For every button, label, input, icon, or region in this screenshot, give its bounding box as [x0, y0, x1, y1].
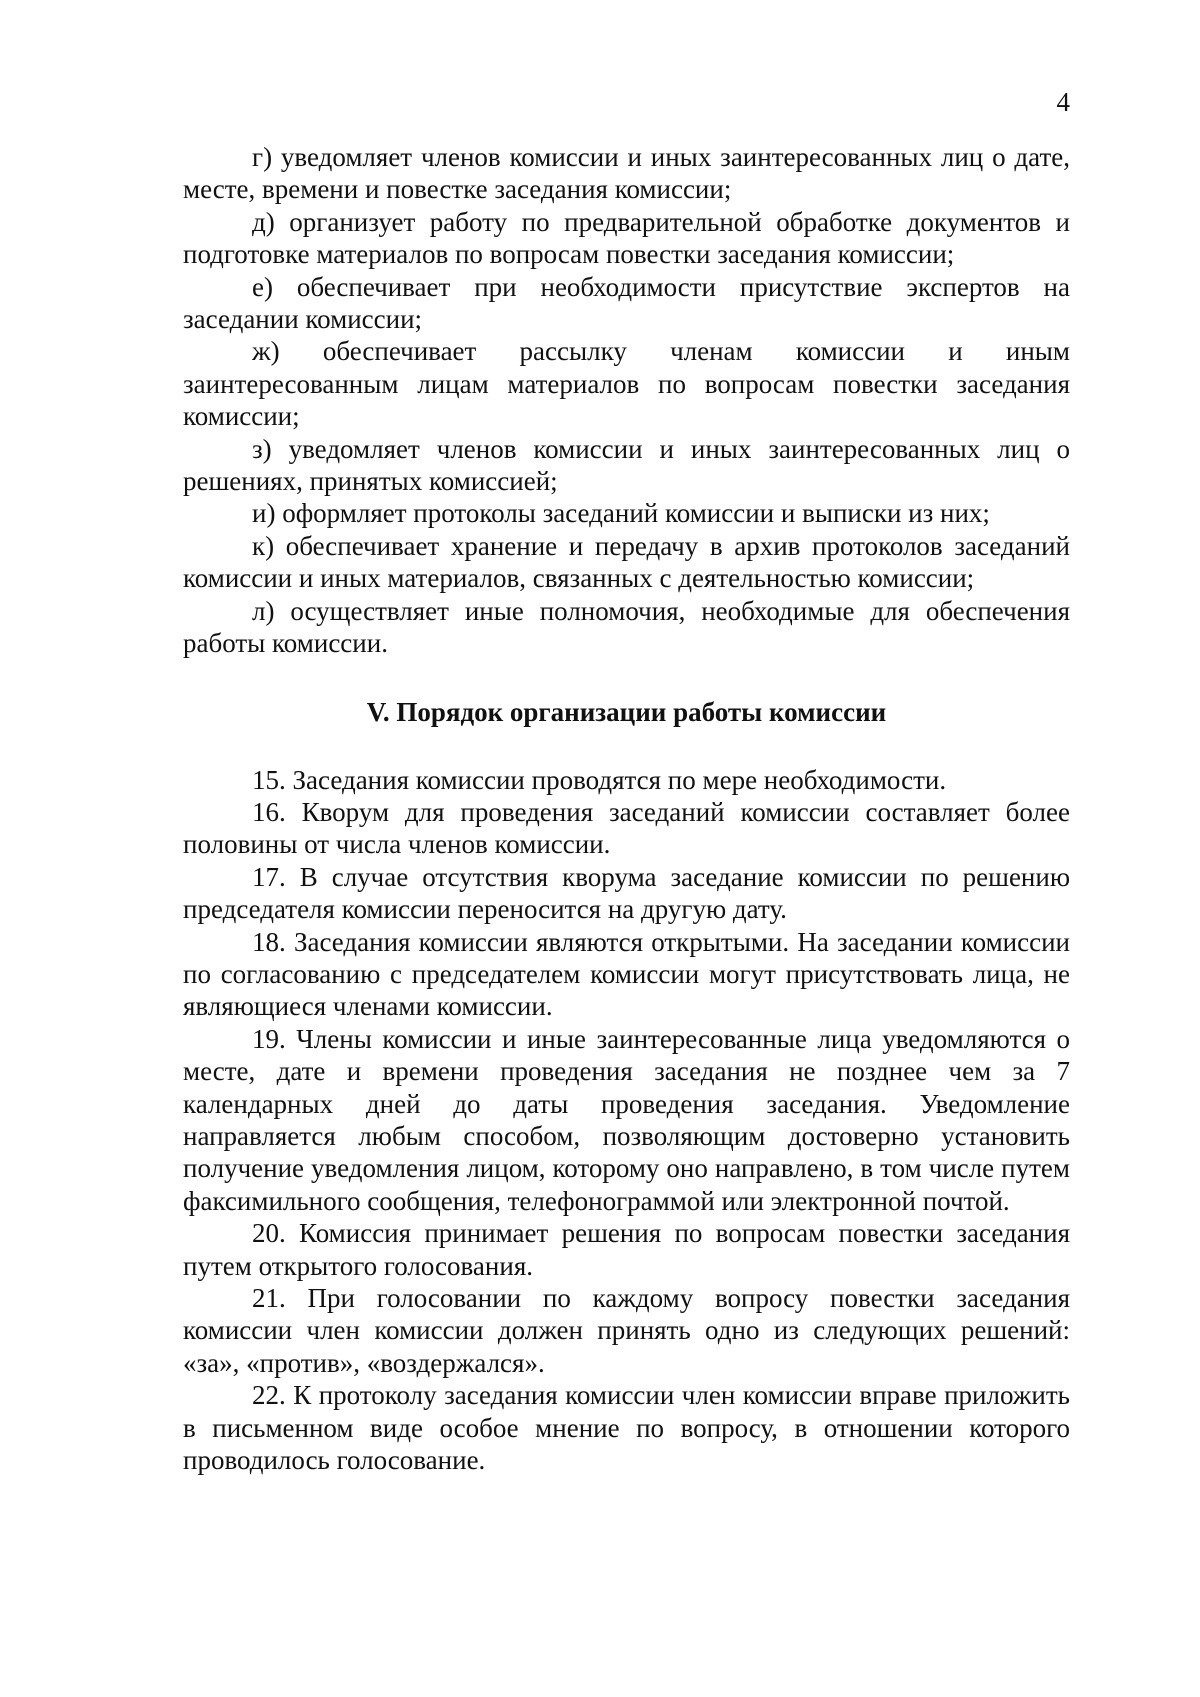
- list-item-d: д) организует работу по предварительной обработке документов и подготовке материалов по вопросам повестки заседания комиссии;: [183, 206, 1070, 270]
- clause-15: 15. Заседания комиссии проводятся по мере необходимости.: [252, 764, 947, 795]
- clause-20: 20. Комиссия принимает решения по вопросам повестки заседания путем открытого голосования.: [183, 1218, 1070, 1281]
- clause-22: 22. К протоколу заседания комиссии член комиссии вправе приложить в письменном виде особое мнение по вопросу, в отношении которого проводилось голосование.: [183, 1380, 1070, 1476]
- page-number: 4: [1056, 87, 1070, 117]
- list-item-l: л) осуществляет иные полномочия, необходимые для обеспечения работы комиссии.: [183, 595, 1070, 659]
- list-item-k: к) обеспечивает хранение и передачу в архив протоколов заседаний комиссии и иных материалов, связанных с деятельностью комиссии;: [183, 530, 1070, 594]
- clause-18: 18. Заседания комиссии являются открытыми. На заседании комиссии по согласованию с председателем комиссии могут присутствовать лица, не являющиеся членами комиссии.: [183, 926, 1070, 1022]
- list-item-g: г) уведомляет членов комиссии и иных заинтересованных лиц о дате, месте, времени и повестке заседания комиссии;: [183, 142, 1070, 205]
- list-item-zh: ж) обеспечивает рассылку членам комиссии и иным заинтересованным лицам материалов по вопросам повестки заседания комиссии;: [183, 336, 1070, 432]
- section-heading: V. Порядок организации работы комиссии: [366, 696, 887, 727]
- document-body: [183, 141, 1070, 1476]
- clause-21: 21. При голосовании по каждому вопросу повестки заседания комиссии член комиссии должен принять одно из следующих решений: «за», «против», «воздержался».: [183, 1283, 1070, 1378]
- clause-19: 19. Члены комиссии и иные заинтересованные лица уведомляются о месте, дате и времени проведения заседания не позднее чем за 7 календарных дней до даты проведения заседания. Уведомление направляется любым способом, позволяющим достоверно установить получение уведомления лицом, которому оно направлено, в том числе путем факсимильного сообщения, телефонограммой или электронной почтой.: [183, 1023, 1070, 1216]
- list-item-e: е) обеспечивает при необходимости присутствие экспертов на заседании комиссии;: [183, 271, 1070, 335]
- clause-17: 17. В случае отсутствия кворума заседание комиссии по решению председателя комиссии переносится на другую дату.: [183, 861, 1070, 925]
- list-item-i: и) оформляет протоколы заседаний комиссии и выписки из них;: [252, 498, 990, 529]
- list-item-z: з) уведомляет членов комиссии и иных заинтересованных лиц о решениях, принятых комиссией;: [183, 433, 1070, 497]
- clause-16: 16. Кворум для проведения заседаний комиссии составляет более половины от числа членов комиссии.: [183, 796, 1070, 860]
